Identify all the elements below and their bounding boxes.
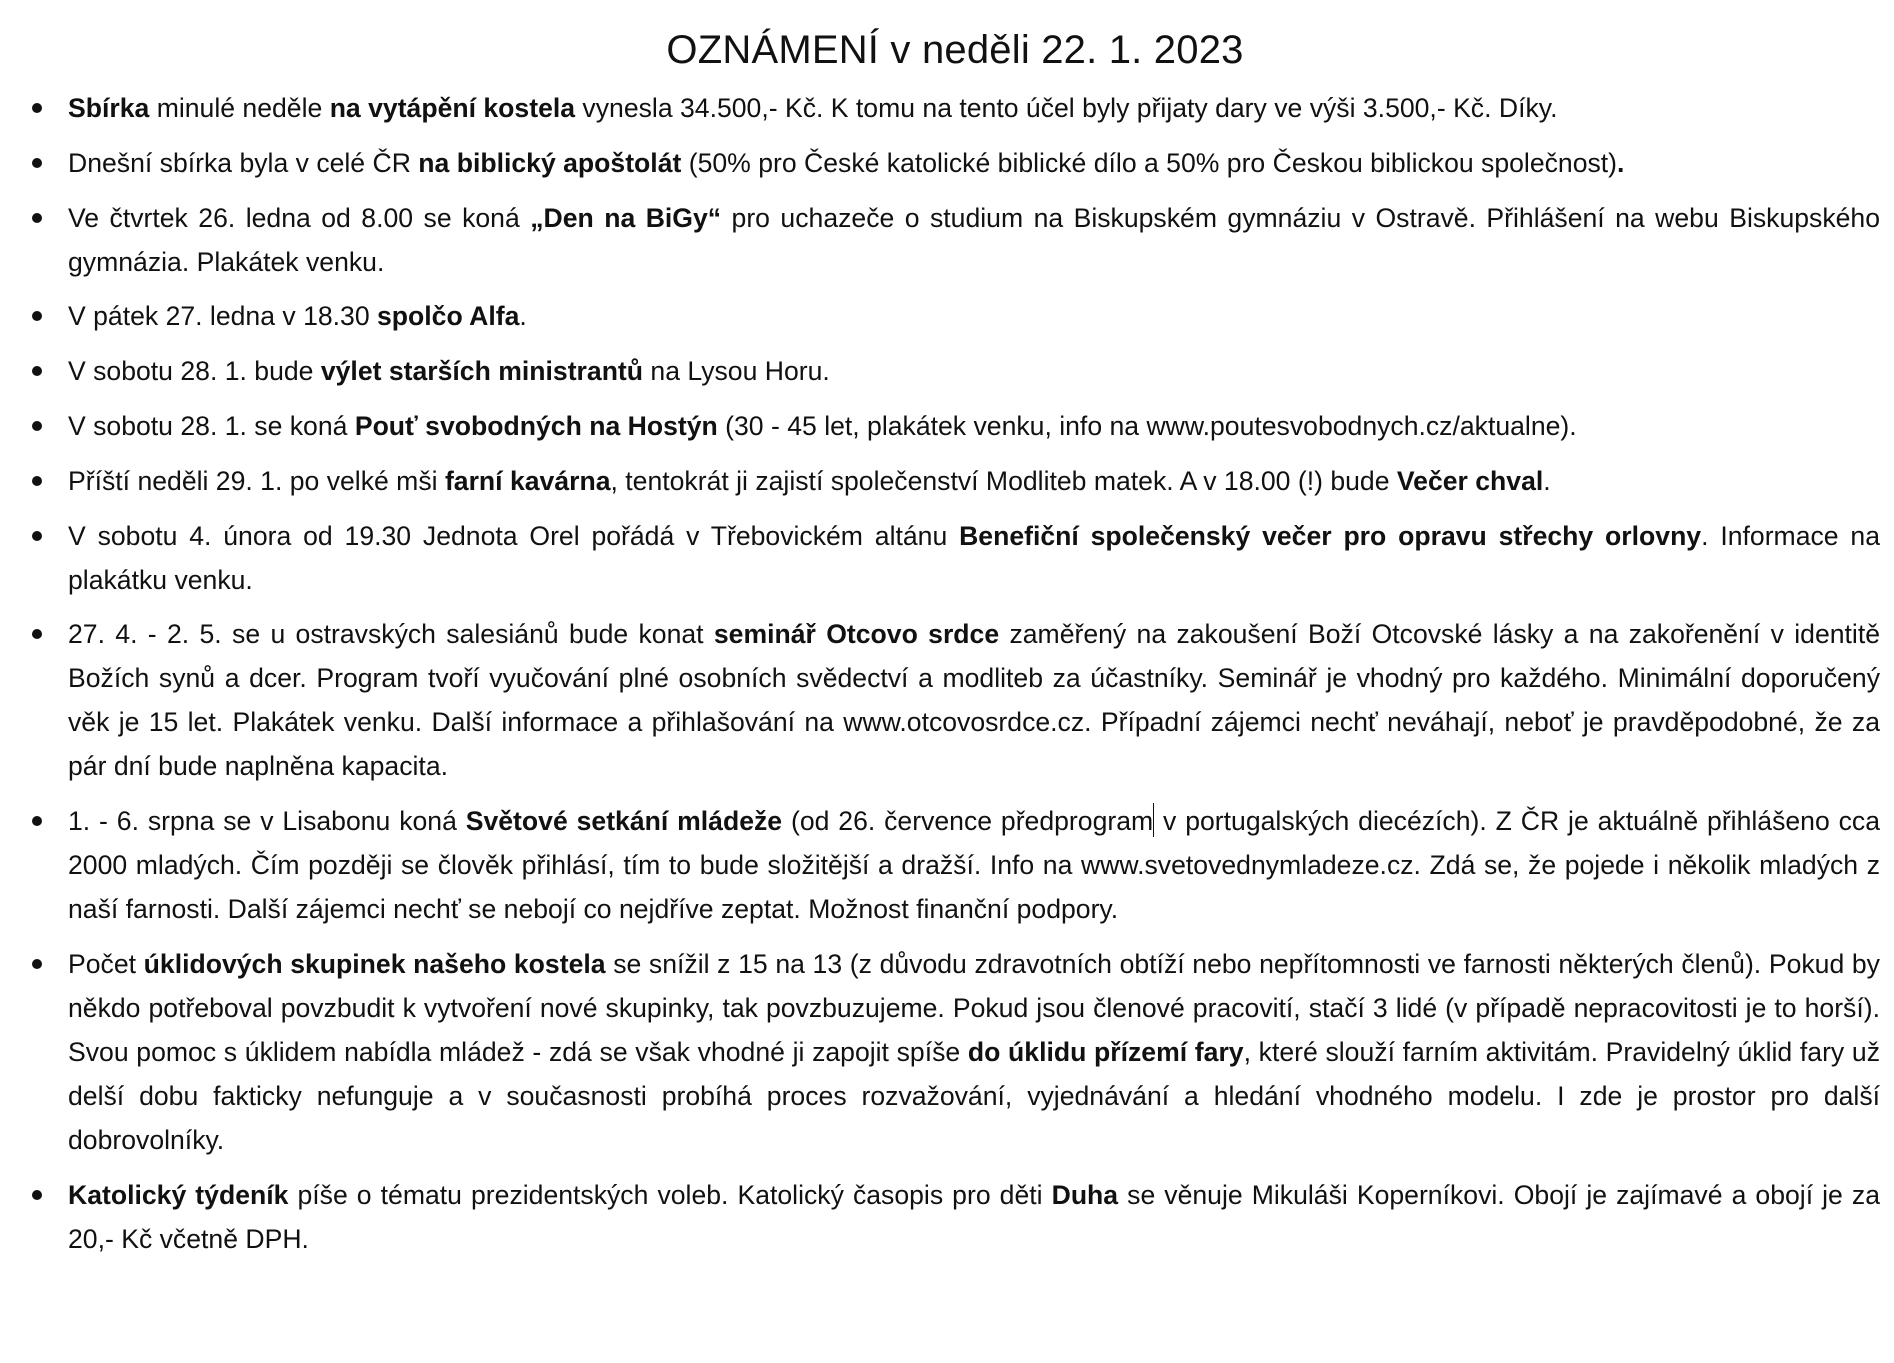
announcement-item	[30, 294, 1880, 338]
text-segment: Příští neděli 29. 1. po velké mši	[68, 465, 445, 496]
text-segment: , které slouží farním aktivitám. Pravidelný úklid fary už delší dobu fakticky nefunguje a v současnosti probíhá proces rozvažování, vyjednávání a hledání vhodného modelu. I zde je prostor pro další dobrovolníky.	[68, 1036, 1880, 1155]
text-segment: .	[1543, 465, 1551, 496]
text-segment: pro uchazeče o studium na Biskupském gymnáziu v Ostravě. Přihlášení na webu Biskupského gymnázia. Plakátek venku.	[68, 202, 1880, 277]
text-segment: minulé neděle	[149, 93, 330, 123]
text-segment: zaměřený na zakoušení Boží Otcovské lásky a na zakořenění v identitě Božích synů a dcer. Program tvoří vyučování plné osobních svědectví a modliteb za účastníky. Seminář je vhodný pro každého. Minimální doporučený věk je 15 let. Plakátek venku. Další informace a přihlašování na www.otcovosrdce.cz. Případní zájemci nechť neváhají, neboť je pravděpodobné, že za pár dní bude naplněna kapacita.	[68, 619, 1880, 782]
text-segment: v portugalských diecézích). Z ČR je aktuálně přihlášeno cca 2000 mladých. Čím později se člověk přihlásí, tím to bude složitější a dražší. Info na www.svetovednymladeze.cz. Zdá se, že pojede i několik mladých z naší farnosti. Další zájemci nechť se nebojí co nejdříve zeptat. Možnost finanční podpory.	[68, 806, 1881, 925]
announcement-item	[30, 514, 1880, 602]
bold-text: výlet starších ministrantů	[320, 356, 644, 387]
announcement-list	[30, 86, 1880, 1261]
page-title: OZNÁMENÍ v neděli 22. 1. 2023	[666, 28, 1244, 72]
text-segment: V pátek 27. ledna v 18.30	[68, 301, 378, 332]
text-segment: 27. 4. - 2. 5. se u ostravských salesiánů bude konat	[68, 619, 714, 650]
text-segment: Dnešní sbírka byla v celé ČR	[68, 147, 419, 178]
announcement-item	[30, 404, 1880, 448]
announcement-item	[30, 799, 1880, 931]
announcement-item	[30, 942, 1880, 1162]
announcement-item	[30, 196, 1880, 284]
text-segment: se snížil z 15 na 13 (z důvodu zdravotních obtíží nebo nepřítomnosti ve farnosti některých členů). Pokud by někdo potřeboval povzbudit k vytvoření nové skupinky, tak povzbuzujeme. Pokud jsou členové pracovití, stačí 3 lidé (v případě nepracovitosti je to horší). Svou pomoc s úklidem nabídla mládež - zdá se však vhodné ji zapojit spíše	[68, 948, 1880, 1067]
text-segment: V sobotu 4. února od 19.30 Jednota Orel pořádá v Třebovickém altánu	[68, 520, 960, 551]
bold-text: seminář Otcovo srdce	[713, 619, 1000, 650]
announcement-item	[30, 1173, 1880, 1261]
text-segment: V sobotu 28. 1. bude	[68, 356, 321, 387]
text-segment: . Informace na plakátku venku.	[68, 520, 1880, 595]
text-segment: Počet	[68, 948, 144, 979]
bold-text: Duha	[1051, 1179, 1119, 1210]
announcement-item	[30, 459, 1880, 503]
text-segment: .	[519, 301, 527, 332]
bold-text: Katolický týdeník	[68, 1179, 289, 1210]
bold-text: .	[1617, 147, 1625, 178]
bold-text: Večer chval	[1396, 465, 1544, 496]
text-segment: se věnuje Mikuláši Koperníkovi. Obojí je zajímavé a obojí je za 20,- Kč včetně DPH.	[68, 1179, 1880, 1254]
text-segment: píše o tématu prezidentských voleb. Katolický časopis pro děti	[288, 1179, 1052, 1210]
bold-text: Světové setkání mládeže	[465, 806, 783, 837]
text-segment: , tentokrát ji zajistí společenství Modliteb matek. A v 18.00 (!) bude	[610, 465, 1397, 496]
bold-text: farní kavárna	[444, 465, 611, 496]
text-segment: (od 26. července předprogram	[782, 806, 1154, 837]
bold-text: úklidových skupinek našeho kostela	[143, 948, 606, 979]
text-segment: (50% pro České katolické biblické dílo a 50% pro Českou biblickou společnost)	[681, 147, 1618, 178]
announcement-item	[30, 612, 1880, 788]
text-segment: Ve čtvrtek 26. ledna od 8.00 se koná	[68, 202, 531, 233]
text-segment: (30 - 45 let, plakátek venku, info na www.poutesvobodnych.cz/aktualne).	[717, 410, 1577, 441]
text-segment: vynesla 34.500,- Kč. K tomu na tento účel byly přijaty dary ve výši 3.500,- Kč. Díky.	[575, 93, 1558, 123]
text-segment: V sobotu 28. 1. se koná	[68, 410, 355, 441]
announcement-item	[30, 86, 1880, 130]
bold-text: na biblický apoštolát	[418, 147, 682, 178]
announcement-item	[30, 349, 1880, 393]
bold-text: Benefiční společenský večer pro opravu střechy orlovny	[959, 520, 1702, 551]
announcement-item	[30, 141, 1880, 185]
bold-text: na vytápění kostela	[329, 93, 576, 123]
text-segment: 1. - 6. srpna se v Lisabonu koná	[68, 806, 466, 837]
bold-text: spolčo Alfa	[377, 301, 520, 332]
text-segment: na Lysou Horu.	[643, 356, 830, 387]
bold-text: Sbírka	[68, 93, 150, 123]
bold-text: do úklidu přízemí fary	[967, 1036, 1244, 1067]
bold-text: Pouť svobodných na Hostýn	[354, 410, 718, 441]
bold-text: „Den na BiGy“	[530, 202, 722, 233]
